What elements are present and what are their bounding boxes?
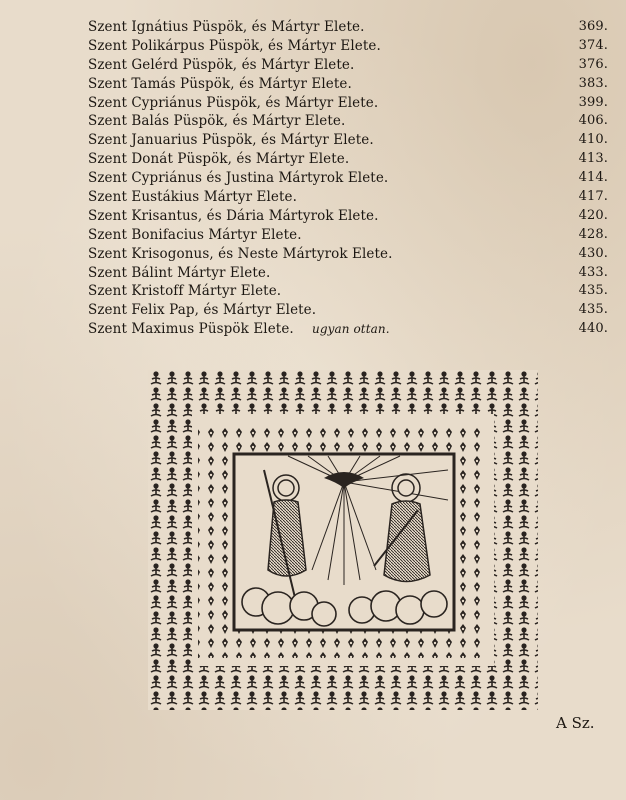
toc-entry-page: 374. [578,37,608,53]
toc-entry-title: Szent Polikárpus Püspök, és Mártyr Elete. [88,37,381,54]
toc-entry-page: 410. [578,132,608,148]
toc-entry-page: 433. [578,264,608,280]
toc-entry [88,75,618,94]
toc-entry [88,188,618,207]
toc-entry [88,264,618,283]
toc-entry-title: Szent Kristoff Mártyr Elete. [88,283,282,300]
toc-entry-title: Szent Cypriánus és Justina Mártyrok Elete. [88,170,389,187]
toc-entry-title: Szent Cypriánus Püspök, és Mártyr Elete. [88,94,379,111]
toc-entry-title: Szent Donát Püspök, és Mártyr Elete. [88,151,350,168]
toc-entry-page: 435. [578,302,608,318]
toc-entry-title: Szent Ignátius Püspök, és Mártyr Elete. [88,19,365,35]
toc-entry-title: Szent Felix Pap, és Mártyr Elete. [88,302,317,319]
toc-entry-title: Szent Krisantus, és Dária Mártyrok Elete. [88,207,379,224]
toc-entry-title: Szent Januarius Püspök, és Mártyr Elete. [88,132,374,149]
toc-entry-title: Szent Balás Püspök, és Mártyr Elete. [88,113,346,130]
toc-entry [88,207,618,226]
toc-entry [88,245,618,264]
toc-entry [88,169,618,188]
toc-entry-title: Szent Maximus Püspök Elete. [88,321,294,338]
woodcut-ornament [148,370,538,710]
toc-entry [88,301,618,320]
toc-entry-page: 376. [578,56,608,72]
toc-entry-title: Szent Krisogonus, és Neste Mártyrok Elete. [88,245,393,262]
toc-entry-title: Szent Eustákius Mártyr Elete. [88,189,298,206]
toc-entry [88,37,618,56]
toc-entry-page: 413. [578,151,608,167]
catchword: A Sz. [556,714,595,732]
toc-entry-title: Szent Bonifacius Mártyr Elete. [88,226,302,243]
toc-entry-page: 383. [578,75,608,91]
toc-entry [88,320,618,339]
toc-entry-page: 406. [578,113,608,129]
toc-entry-page: 440. [578,321,608,337]
toc-entry [88,150,618,169]
toc-entry-title: Szent Tamás Püspök, és Mártyr Elete. [88,75,352,92]
toc-entry [88,94,618,113]
toc-entry-page: 430. [578,245,608,261]
toc-entry-page: 435. [578,283,608,299]
toc-entry-note: ugyan ottan. [312,322,390,337]
toc-entry-title: Szent Bálint Mártyr Elete. [88,264,271,281]
toc-entry [88,18,618,37]
toc-entry-page: 428. [578,226,608,242]
toc-entry [88,112,618,131]
table-of-contents [88,18,618,339]
toc-entry-page: 369. [578,19,608,34]
toc-entry-title: Szent Gelérd Püspök, és Mártyr Elete. [88,56,355,73]
toc-entry [88,226,618,245]
toc-entry-page: 414. [578,170,608,186]
toc-entry-page: 420. [578,207,608,223]
toc-entry [88,131,618,150]
toc-entry [88,282,618,301]
toc-entry-page: 399. [578,94,608,110]
toc-entry [88,56,618,75]
toc-entry-page: 417. [578,189,608,205]
